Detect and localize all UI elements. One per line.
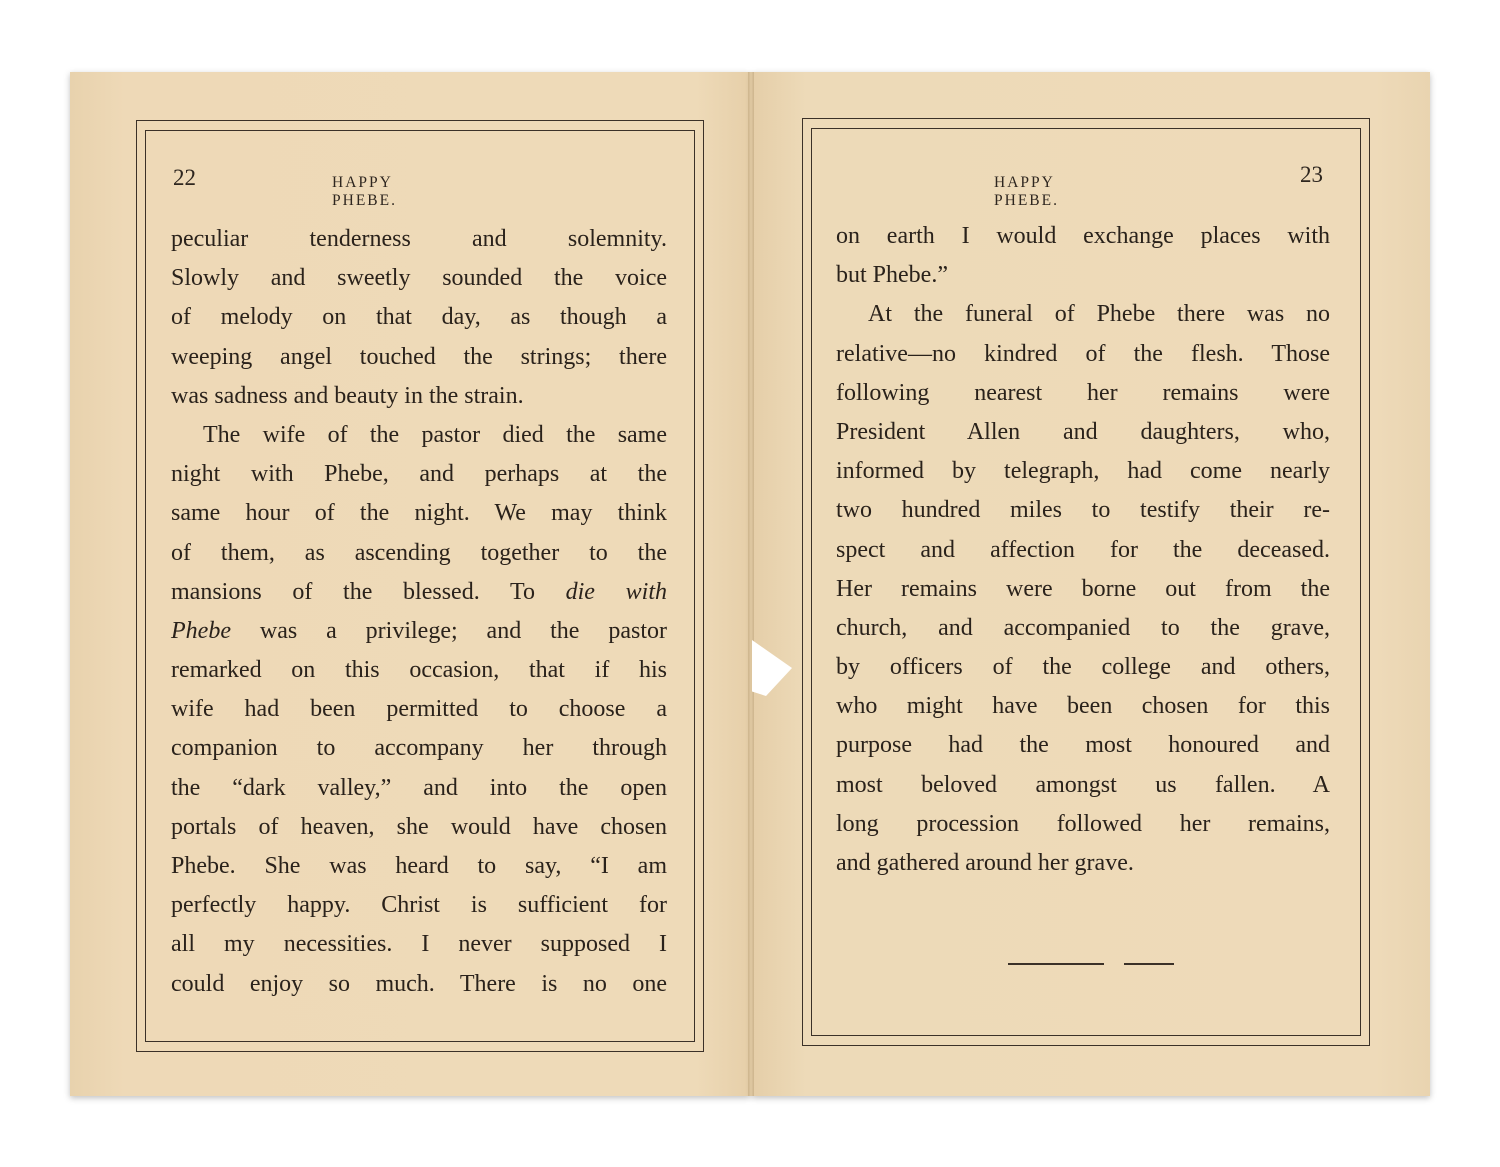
right-page-body xyxy=(836,217,1330,883)
text-line: perfectly happy. Christ is sufficient for xyxy=(171,892,667,919)
text-line: by officers of the college and others, xyxy=(836,654,1330,681)
running-head: HAPPY PHEBE. xyxy=(994,174,1059,209)
text-line: informed by telegraph, had come nearly xyxy=(836,458,1330,485)
text-line: companion to accompany her through xyxy=(171,735,667,762)
text-line: night with Phebe, and perhaps at the xyxy=(171,461,667,488)
text-line: of melody on that day, as though a xyxy=(171,304,667,331)
text-line: relative—no kindred of the flesh. Those xyxy=(836,340,1330,367)
right-page xyxy=(752,72,1430,1096)
text-line: Phebe. She was heard to say, “I am xyxy=(171,853,667,879)
text-line: remarked on this occasion, that if his xyxy=(171,657,667,684)
text-line: church, and accompanied to the grave, xyxy=(836,614,1330,641)
left-page-body xyxy=(171,220,667,1004)
text-line: wife had been permitted to choose a xyxy=(171,696,667,723)
text-line: The wife of the pastor died the same xyxy=(203,421,667,448)
text-line: Her remains were borne out from the xyxy=(836,575,1330,602)
text-line: was sadness and beauty in the strain. xyxy=(171,382,524,409)
text-line: same hour of the night. We may think xyxy=(171,500,667,527)
text-line: two hundred miles to testify their re- xyxy=(836,497,1330,524)
end-rule-long xyxy=(1008,963,1104,965)
running-head: HAPPY PHEBE. xyxy=(332,174,397,209)
text-line: weeping angel touched the strings; there xyxy=(171,343,667,370)
page-number: 23 xyxy=(1300,162,1323,187)
text-line: of them, as ascending together to the xyxy=(171,539,667,566)
text-line: purpose had the most honoured and xyxy=(836,732,1330,759)
text-line: but Phebe.” xyxy=(836,262,948,289)
text-line: who might have been chosen for this xyxy=(836,693,1330,720)
end-rule-short xyxy=(1124,963,1174,965)
text-line: and gathered around her grave. xyxy=(836,850,1134,876)
text-line: all my necessities. I never supposed I xyxy=(171,931,667,958)
book-gutter xyxy=(748,72,754,1096)
italic-text: Phebe xyxy=(171,617,231,644)
page-number: 22 xyxy=(173,165,196,190)
text-line: on earth I would exchange places with xyxy=(836,223,1330,249)
text-line: spect and affection for the deceased. xyxy=(836,536,1330,563)
text-line: peculiar tenderness and solemnity. xyxy=(171,226,667,252)
text-line: Slowly and sweetly sounded the voice xyxy=(171,265,667,292)
text-line: At the funeral of Phebe there was no xyxy=(868,301,1330,328)
text-line: most beloved amongst us fallen. A xyxy=(836,771,1330,798)
left-page xyxy=(70,72,750,1096)
italic-text: die with xyxy=(565,578,667,605)
text-segment: was a privilege; and the pastor xyxy=(230,617,667,644)
text-line: the “dark valley,” and into the open xyxy=(171,774,667,801)
text-line: could enjoy so much. There is no one xyxy=(171,970,667,997)
text-line: long procession followed her remains, xyxy=(836,810,1330,837)
text-line xyxy=(171,573,667,612)
text-segment: mansions of the blessed. To xyxy=(171,578,566,605)
text-line: following nearest her remains were xyxy=(836,379,1330,406)
text-line: portals of heaven, she would have chosen xyxy=(171,813,667,840)
text-line xyxy=(171,612,667,651)
text-line: President Allen and daughters, who, xyxy=(836,418,1330,445)
